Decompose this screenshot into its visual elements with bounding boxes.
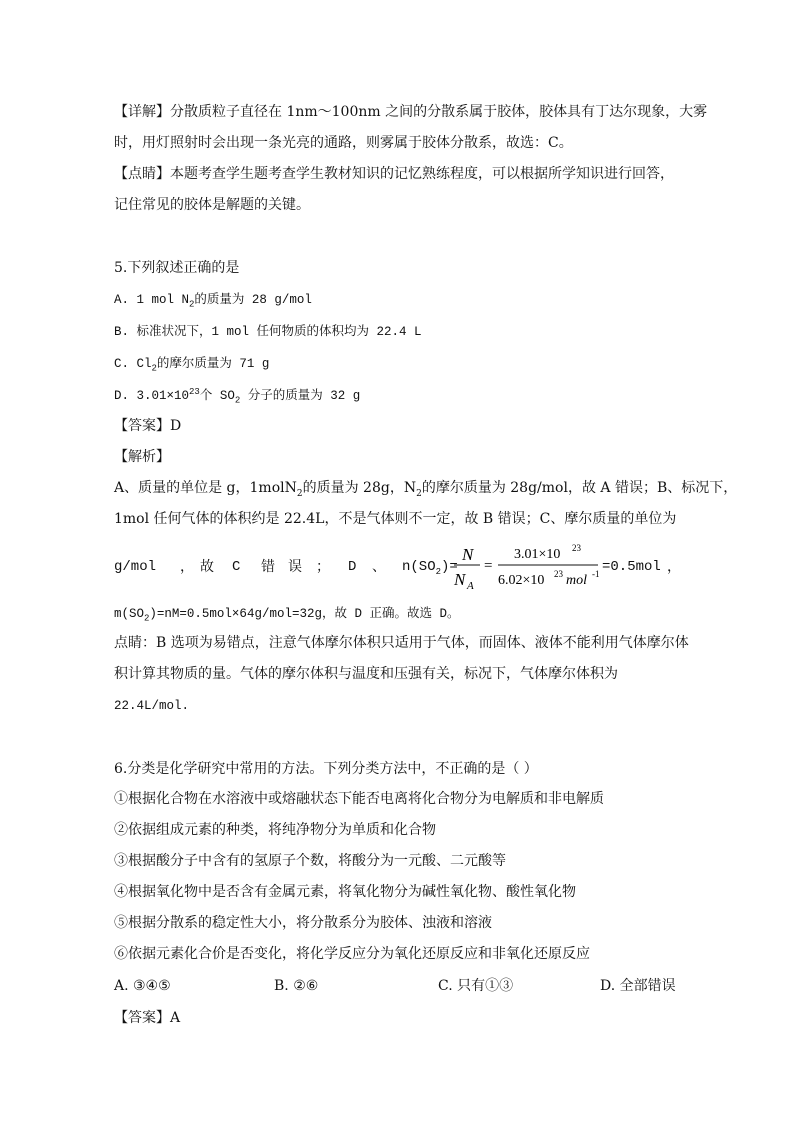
subscript: 2 [416,488,422,499]
word: 故 [200,559,214,575]
q6-item-3: ③根据酸分子中含有的氢原子个数，将酸分为一元酸、二元酸等 [114,853,506,869]
word: C [232,559,241,575]
analysis-text: 的摩尔质量为 28g/mol，故 A 错误；B、标况下， [421,480,738,496]
word: D [348,559,357,575]
q5-option-d-mid: 个 SO [199,389,235,403]
q6-item-2: ②依据组成元素的种类，将纯净物分为单质和化合物 [114,822,436,838]
q6-item-1: ①根据化合物在水溶液中或熔融状态下能否电离将化合物分为电解质和非电解质 [114,791,604,807]
subscript: 2 [144,613,150,624]
detail-line-2: 时，用灯照射时会出现一条光亮的通路，则雾属于胶体分散系，故选：C。 [114,135,573,151]
subscript: 2 [189,299,195,310]
unit-text: mol [566,573,587,588]
word: 误 [288,559,302,575]
q5-option-a-text: A. 1 mol N [114,293,190,307]
fraction-2-denominator: 6.02×10 [498,573,545,588]
fraction-1-numerator: N [462,545,474,564]
punct: ， [667,559,681,575]
note-line-1: 【点睛】本题考查学生题考查学生教材知识的记忆熟练程度，可以根据所学知识进行回答， [114,166,674,182]
q5-option-c [114,354,269,374]
q5-option-a-tail: 的质量为 28 g/mol [194,293,312,307]
note-line-2: 记住常见的胶体是解题的关键。 [114,197,310,213]
formula-text: )=nM=0.5mol×64g/mol=32g，故 D 正确。故选 D。 [149,607,460,621]
q5-note-line-1: 点睛：B 选项为易错点，注意气体摩尔体积只适用于气体，而固体、液体不能利用气体摩尔体 [114,635,689,651]
q5-analysis-line-4 [114,604,459,624]
subscript: A [467,580,474,592]
formula-result: =0.5mol [602,559,661,575]
q5-option-a [114,290,312,310]
q5-option-c-text: C. Cl [114,357,152,371]
equals-sign: = [484,558,493,574]
punct: 、 [372,559,386,575]
q6-item-5: ⑤根据分散系的稳定性大小，将分散系分为胶体、浊液和溶液 [114,915,492,931]
q6-stem: 6.分类是化学研究中常用的方法。下列分类方法中，不正确的是（ ） [114,761,538,777]
superscript: -1 [592,569,600,579]
q5-option-d-text: D. 3.01×10 [114,389,190,403]
subscript: 2 [151,363,157,374]
q6-item-6: ⑥依据元素化合价是否变化，将化学反应分为氧化还原反应和非氧化还原反应 [114,946,590,962]
q6-option-d: D. 全部错误 [600,978,676,994]
q5-answer: 【答案】D [114,418,182,434]
q5-analysis-tag: 【解析】 [114,449,170,465]
q5-analysis-line-1 [114,478,737,498]
subscript: 2 [234,395,241,406]
subscript: 2 [435,566,442,577]
q6-option-b: B. ②⑥ [274,978,319,994]
q5-stem: 5.下列叙述正确的是 [114,260,240,276]
formula-text: n(SO [402,559,436,575]
word: 错 [261,559,275,575]
analysis-text: 的质量为 28g，N [302,480,417,496]
subscript: 2 [296,488,303,499]
formula-text: )= [441,559,458,575]
q5-analysis-line-2: 1mol 任何气体的体积约是 22.4L，不是气体则不一定，故 B 错误；C、摩尔质量的单位为 [114,511,677,527]
q5-note-line-2: 积计算其物质的量。气体的摩尔体积与温度和压强有关，标况下，气体摩尔体积为 [114,666,618,682]
q5-option-d-tail: 分子的质量为 32 g [240,389,361,403]
fraction-2-numerator: 3.01×10 [514,547,561,562]
analysis-text: A、质量的单位是 g，1molN [114,480,297,496]
q5-option-d [114,386,360,406]
detail-line-1: 【详解】分散质粒子直径在 1nm～100nm 之间的分散系属于胶体，胶体具有丁达尔现象，大雾 [114,104,708,120]
q6-option-c: C. 只有①③ [438,978,514,994]
punct: ； [316,559,330,575]
q6-answer: 【答案】A [114,1010,181,1026]
q5-note-line-3: 22.4L/mol. [114,699,190,713]
q5-option-c-tail: 的摩尔质量为 71 g [156,357,270,371]
punct: ， [180,559,194,575]
fraction-1-denominator: N [454,570,466,589]
superscript: 23 [572,543,581,553]
unit-text: g/mol [114,559,157,575]
q6-option-a: A. ③④⑤ [114,978,171,994]
superscript: 23 [189,386,200,397]
q5-option-b: B. 标准状况下，1 mol 任何物质的体积均为 22.4 L [114,325,422,339]
q6-item-4: ④根据氧化物中是否含有金属元素，将氧化物分为碱性氧化物、酸性氧化物 [114,884,576,900]
formula-text: m(SO [114,607,145,621]
superscript: 23 [554,569,563,579]
